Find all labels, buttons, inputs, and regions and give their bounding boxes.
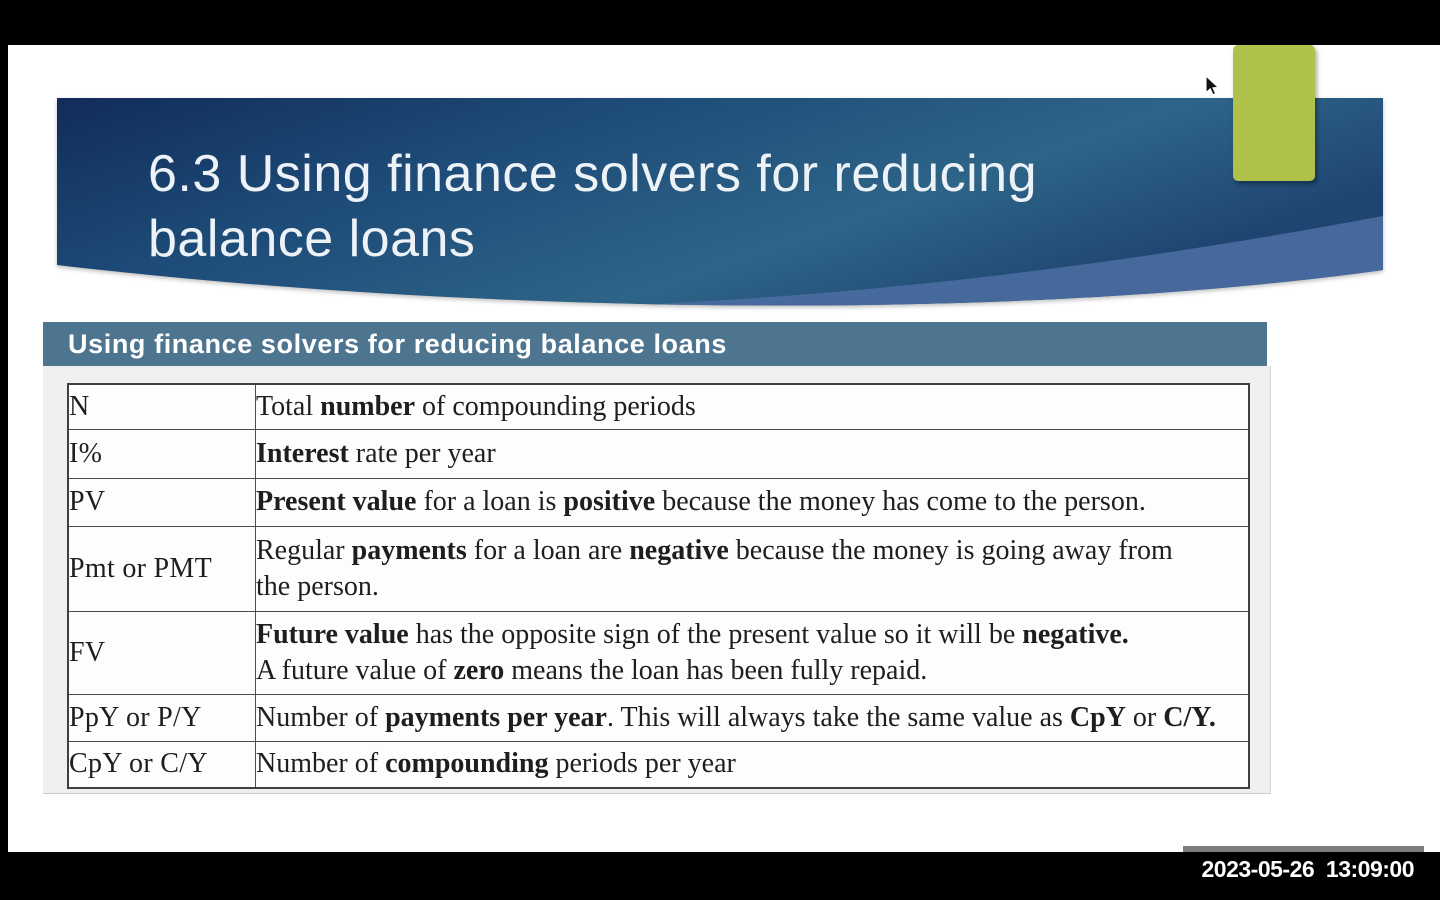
variable-description: Number of payments per year. This will always take the same value as CpY or C/Y.: [256, 694, 1250, 741]
table-row-pv: [68, 478, 1249, 526]
finance-solver-table: [67, 383, 1250, 789]
timestamp: 2023-05-26 13:09:00: [1201, 856, 1414, 882]
slide-title-line2: balance loans: [148, 210, 476, 268]
slide-title: [148, 142, 1037, 272]
variable-description: Present value for a loan is positive because the money has come to the person.: [256, 478, 1250, 526]
variable-name: Pmt or PMT: [68, 526, 256, 611]
variable-name: PV: [68, 478, 256, 526]
table-row-ppy: [68, 694, 1249, 741]
table-row-fv: [68, 611, 1249, 694]
table-title-bar: [43, 322, 1267, 366]
table-row-pmt: [68, 526, 1249, 611]
variable-name: FV: [68, 611, 256, 694]
variable-description: Regular payments for a loan are negative because the money is going away from the person.: [256, 526, 1250, 611]
table-row-n: [68, 384, 1249, 429]
slide-title-line1: 6.3 Using finance solvers for reducing: [148, 145, 1038, 203]
variable-name: I%: [68, 429, 256, 478]
table-title-text: Using finance solvers for reducing balance loans: [68, 328, 727, 359]
timestamp-gray-strip: [1183, 846, 1424, 852]
variable-description: Future value has the opposite sign of the present value so it will be negative. A future value of zero means the loan has been fully repaid.: [256, 611, 1250, 694]
green-accent-rectangle: [1233, 45, 1315, 181]
variable-name: CpY or C/Y: [68, 741, 256, 788]
variable-name: N: [68, 384, 256, 429]
table-row-i: [68, 429, 1249, 478]
letterbox-left-bar: [0, 0, 8, 900]
table-row-cpy: [68, 741, 1249, 788]
variable-name: PpY or P/Y: [68, 694, 256, 741]
letterbox-top-bar: [0, 0, 1440, 45]
mouse-cursor-icon: [1205, 75, 1221, 97]
variable-description: Total number of compounding periods: [256, 384, 1250, 429]
presentation-slide: [8, 45, 1440, 852]
variable-description: Interest rate per year: [256, 429, 1250, 478]
variable-description: Number of compounding periods per year: [256, 741, 1250, 788]
letterbox-bottom-bar: [0, 852, 1440, 900]
